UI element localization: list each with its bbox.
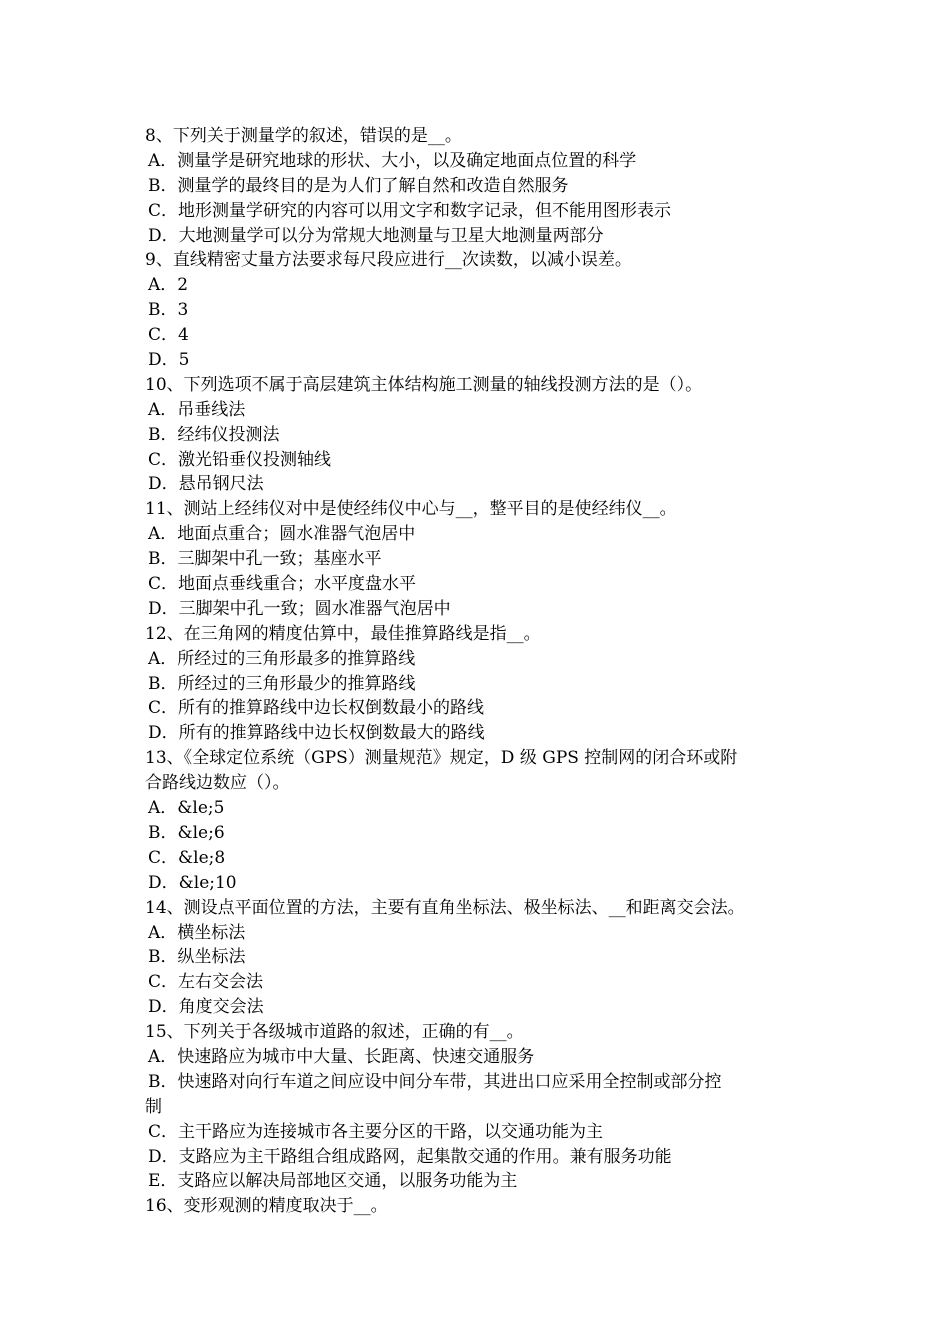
question-9-option-c: C．4: [148, 325, 189, 346]
question-15-option-c: C．主干路应为连接城市各主要分区的干路，以交通功能为主: [148, 1121, 604, 1142]
question-15-option-b: B．快速路对向行车道之间应设中间分车带，其进出口应采用全控制或部分控: [148, 1071, 722, 1092]
question-13-option-a: A．&le;5: [148, 798, 225, 819]
question-8-option-b: B．测量学的最终目的是为人们了解自然和改造自然服务: [148, 175, 569, 196]
question-11-option-d: D．三脚架中孔一致；圆水准器气泡居中: [148, 598, 451, 619]
question-15-option-e: E．支路应以解决局部地区交通，以服务功能为主: [148, 1171, 518, 1192]
question-9-option-a: A．2: [148, 275, 189, 296]
question-10-option-d: D．悬吊钢尺法: [148, 474, 264, 495]
question-9-option-d: D．5: [148, 350, 190, 371]
question-11-option-b: B．三脚架中孔一致；基座水平: [148, 549, 382, 570]
question-11-stem: 11、测站上经纬仪对中是使经纬仪中心与__，整平目的是使经纬仪__。: [145, 499, 677, 520]
question-11-option-c: C．地面点垂线重合；水平度盘水平: [148, 574, 417, 595]
question-8-option-c: C．地形测量学研究的内容可以用文字和数字记录，但不能用图形表示: [148, 200, 672, 221]
question-10-option-a: A．吊垂线法: [148, 399, 246, 420]
question-12-option-d: D．所有的推算路线中边长权倒数最大的路线: [148, 723, 485, 744]
question-10-option-c: C．激光铅垂仪投测轴线: [148, 449, 332, 470]
question-13-option-d: D．&le;10: [148, 872, 237, 893]
question-15-stem: 15、下列关于各级城市道路的叙述，正确的有__。: [145, 1022, 524, 1043]
question-15-option-b-continued: 制: [145, 1096, 162, 1117]
question-13-option-c: C．&le;8: [148, 847, 226, 868]
question-14-option-a: A．横坐标法: [148, 922, 246, 943]
question-10-option-b: B．经纬仪投测法: [148, 424, 280, 445]
question-12-option-c: C．所有的推算路线中边长权倒数最小的路线: [148, 698, 485, 719]
question-8-option-d: D．大地测量学可以分为常规大地测量与卫星大地测量两部分: [148, 225, 604, 246]
question-13-stem-line-1: 13、《全球定位系统（GPS）测量规范》规定，D 级 GPS 控制网的闭合环或附: [145, 748, 738, 769]
question-12-option-b: B．所经过的三角形最少的推算路线: [148, 673, 416, 694]
question-11-option-a: A．地面点重合；圆水准器气泡居中: [148, 524, 416, 545]
question-14-option-c: C．左右交会法: [148, 972, 264, 993]
question-8-option-a: A．测量学是研究地球的形状、大小，以及确定地面点位置的科学: [148, 150, 637, 171]
question-8-stem: 8、下列关于测量学的叙述，错误的是__。: [145, 126, 462, 146]
question-10-stem: 10、下列选项不属于高层建筑主体结构施工测量的轴线投测方法的是（）。: [145, 374, 703, 395]
question-15-option-d: D．支路应为主干路组合组成路网，起集散交通的作用。兼有服务功能: [148, 1146, 672, 1167]
question-14-option-d: D．角度交会法: [148, 997, 264, 1018]
question-16-stem: 16、变形观测的精度取决于__。: [145, 1196, 388, 1217]
question-13-option-b: B．&le;6: [148, 822, 225, 843]
question-15-option-a: A．快速路应为城市中大量、长距离、快速交通服务: [148, 1046, 535, 1067]
question-14-stem: 14、测设点平面位置的方法，主要有直角坐标法、极坐标法、__和距离交会法。: [145, 897, 745, 918]
question-9-stem: 9、直线精密丈量方法要求每尺段应进行__次读数，以减小误差。: [145, 250, 632, 271]
question-13-stem-line-2: 合路线边数应（）。: [145, 773, 290, 794]
question-9-option-b: B．3: [148, 300, 189, 321]
question-12-option-a: A．所经过的三角形最多的推算路线: [148, 648, 416, 669]
question-12-stem: 12、在三角网的精度估算中，最佳推算路线是指__。: [145, 623, 541, 644]
question-14-option-b: B．纵坐标法: [148, 947, 246, 968]
document-page: [145, 124, 810, 1219]
